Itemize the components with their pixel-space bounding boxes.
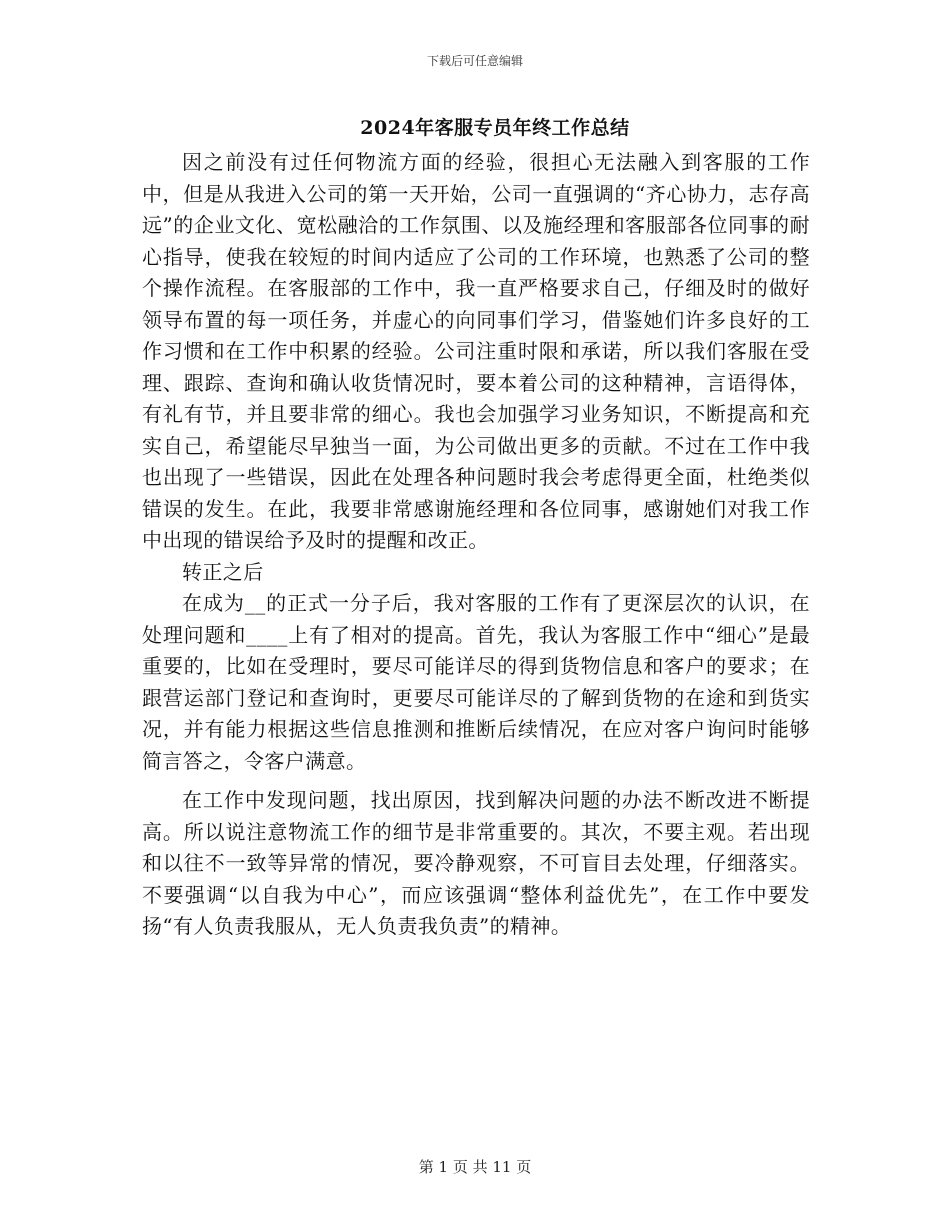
paragraph-after-probation: 在成为__的正式一分子后，我对客服的工作有了更深层次的认识，在处理问题和____上有了相对的提高。首先，我认为客服工作中“细心”是最重要的，比如在受理时，要尽可能详尽的得到货物信息和客户的要求；在跟营运部门登记和查询时，更要尽可能详尽的了解到货物的在途和到货实况，并有能力根据这些信息推测和推断后续情况，在应对客户询问时能够简言答之，令客户满意。	[142, 591, 810, 773]
paragraph-section-heading: 转正之后	[182, 559, 264, 584]
document-body	[142, 147, 810, 943]
paragraph-problem-solving: 在工作中发现问题，找出原因，找到解决问题的办法不断改进不断提高。所以说注意物流工作的细节是非常重要的。其次，不要主观。若出现和以往不一致等异常的情况，要冷静观察，不可盲目去处理，仔细落实。不要强调“以自我为中心”，而应该强调“整体利益优先”，在工作中要发扬“有人负责我服从，无人负责我负责”的精神。	[142, 788, 810, 938]
paragraph-intro: 因之前没有过任何物流方面的经验，很担心无法融入到客服的工作中，但是从我进入公司的第一天开始，公司一直强调的“齐心协力，志存高远”的企业文化、宽松融洽的工作氛围、以及施经理和客服部各位同事的耐心指导，使我在较短的时间内适应了公司的工作环境，也熟悉了公司的整个操作流程。在客服部的工作中，我一直严格要求自己，仔细及时的做好领导布置的每一项任务，并虚心的向同事们学习，借鉴她们许多良好的工作习惯和在工作中积累的经验。公司注重时限和承诺，所以我们客服在受理、跟踪、查询和确认收货情况时，要本着公司的这种精神，言语得体，有礼有节，并且要非常的细心。我也会加强学习业务知识，不断提高和充实自己，希望能尽早独当一面，为公司做出更多的贡献。不过在工作中我也出现了一些错误，因此在处理各种问题时我会考虑得更全面，杜绝类似错误的发生。在此，我要非常感谢施经理和各位同事，感谢她们对我工作中出现的错误给予及时的提醒和改正。	[142, 150, 810, 552]
page-number: 第 1 页 共 11 页	[418, 1158, 532, 1176]
document-title: 2024年客服专员年终工作总结	[360, 117, 630, 139]
page-header-note: 下载后可任意编辑	[426, 54, 523, 68]
